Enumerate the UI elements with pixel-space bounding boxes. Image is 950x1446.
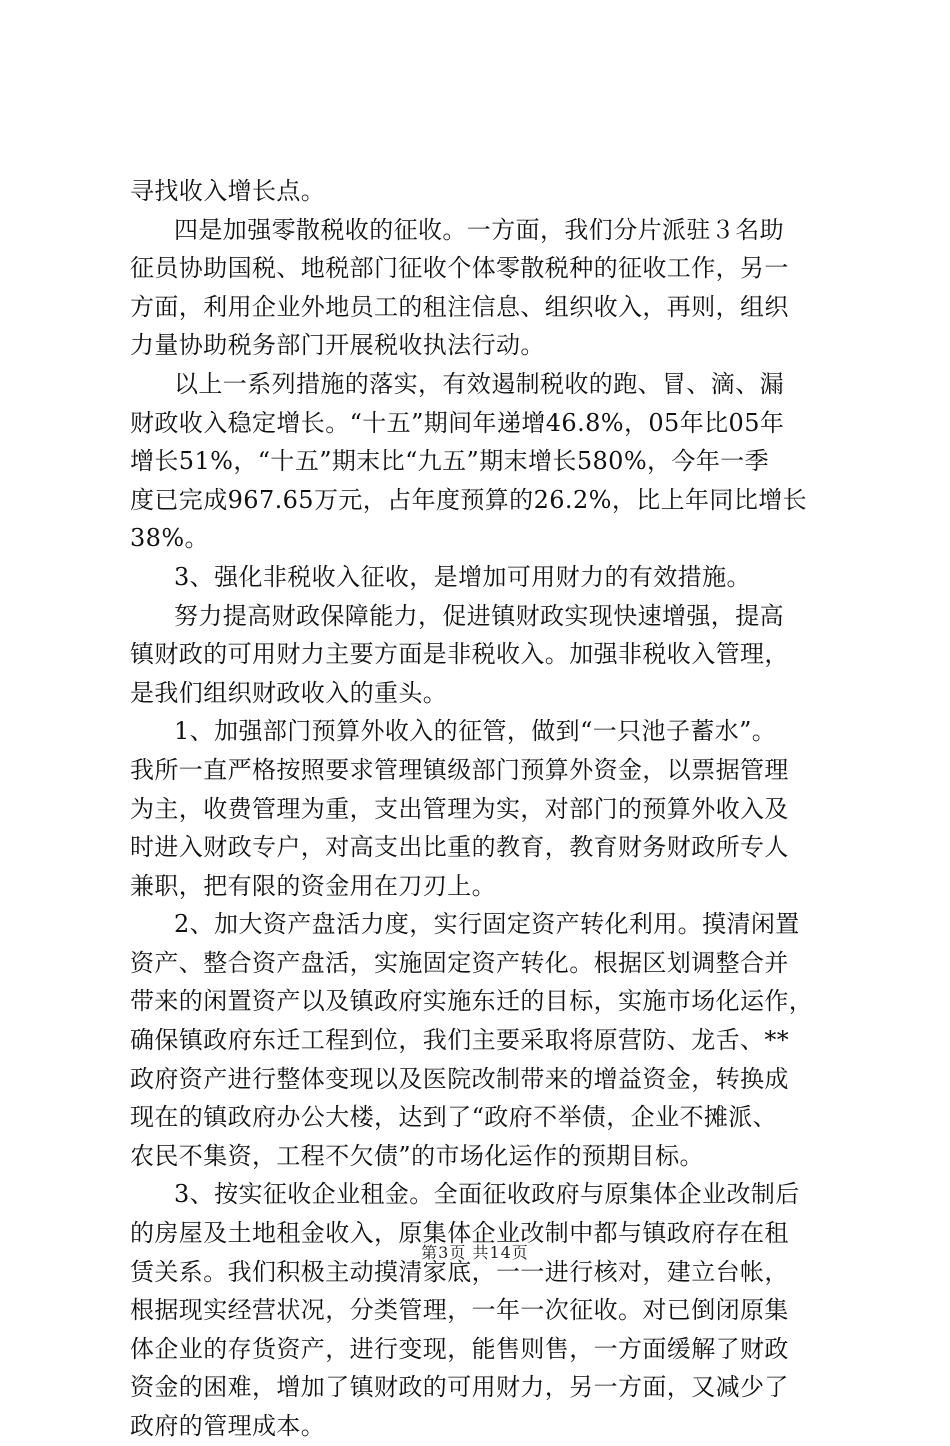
text-line: 镇财政的可用财力主要方面是非税收入。加强非税收入管理， — [130, 640, 789, 669]
text-line: 现在的镇政府办公大楼，达到了“政府不举债，企业不摊派、 — [130, 1103, 778, 1132]
text-line: 寻找收入增长点。 — [130, 177, 326, 205]
text-line: 农民不集资，工程不欠债”的市场化运作的预期目标。 — [130, 1141, 704, 1170]
paragraph-start-line: 1、加强部门预算外收入的征管，做到“一只池子蓄水”。 — [174, 717, 777, 746]
text-line: 资金的困难，增加了镇财政的可用财力，另一方面，又减少了 — [130, 1373, 789, 1402]
text-line: 体企业的存货资产，进行变现，能售则售，一方面缓解了财政 — [130, 1334, 789, 1363]
text-line: 赁关系。我们积极主动摸清家底，一一进行核对，建立台帐， — [130, 1257, 789, 1286]
text-line: 方面，利用企业外地员工的租注信息、组织收入，再则，组织 — [130, 292, 789, 321]
text-line: 财政收入稳定增长。“十五”期间年递增46.8%，05年比05年 — [130, 408, 785, 437]
text-line: 度已完成967.65万元，占年度预算的26.2%，比上年同比增长 — [130, 485, 808, 514]
text-line: 我所一直严格按照要求管理镇级部门预算外资金，以票据管理 — [130, 755, 789, 784]
text-line: 是我们组织财政收入的重头。 — [130, 678, 448, 707]
text-line: 政府资产进行整体变现以及医院改制带来的增益资金，转换成 — [130, 1064, 789, 1093]
text-line: 时进入财政专户，对高支出比重的教育，教育财务财政所专人 — [130, 833, 789, 862]
paragraph-start-line: 2、加大资产盘活力度，实行固定资产转化利用。摸清闲置 — [174, 910, 800, 939]
text-line: 的房屋及土地租金收入，原集体企业改制中都与镇政府存在租 — [130, 1219, 789, 1248]
page-number-footer: 第3页 共14页 — [421, 1243, 529, 1262]
text-line: 兼职，把有限的资金用在刀刃上。 — [130, 871, 496, 900]
paragraph-start-line: 以上一系列措施的落实，有效遏制税收的跑、冒、滴、漏 — [174, 369, 784, 398]
text-line: 确保镇政府东迁工程到位，我们主要采取将原营防、龙舌、** — [130, 1026, 790, 1055]
paragraph-start-line: 3、按实征收企业租金。全面征收政府与原集体企业改制后 — [174, 1180, 800, 1209]
text-line: 资产、整合资产盘活，实施固定资产转化。根据区划调整合并 — [130, 948, 789, 977]
section-heading-line: 3、强化非税收入征收，是增加可用财力的有效措施。 — [174, 562, 751, 591]
text-line: 政府的管理成本。 — [130, 1412, 326, 1440]
text-line: 38%。 — [130, 524, 209, 553]
text-line: 为主，收费管理为重，支出管理为实，对部门的预算外收入及 — [130, 794, 789, 823]
text-line: 征员协助国税、地税部门征收个体零散税种的征收工作，另一 — [130, 254, 789, 283]
text-line: 带来的闲置资产以及镇政府实施东迁的目标，实施市场化运作， — [130, 987, 814, 1016]
paragraph-start-line: 努力提高财政保障能力，促进镇财政实现快速增强，提高 — [174, 601, 784, 630]
text-line: 力量协助税务部门开展税收执法行动。 — [130, 331, 545, 360]
text-line: 根据现实经营状况，分类管理，一年一次征收。对已倒闭原集 — [130, 1296, 789, 1325]
paragraph-start-line: 四是加强零散税收的征收。一方面，我们分片派驻３名助 — [174, 215, 784, 244]
text-line: 增长51%，“十五”期末比“九五”期末增长580%，今年一季 — [130, 447, 770, 476]
